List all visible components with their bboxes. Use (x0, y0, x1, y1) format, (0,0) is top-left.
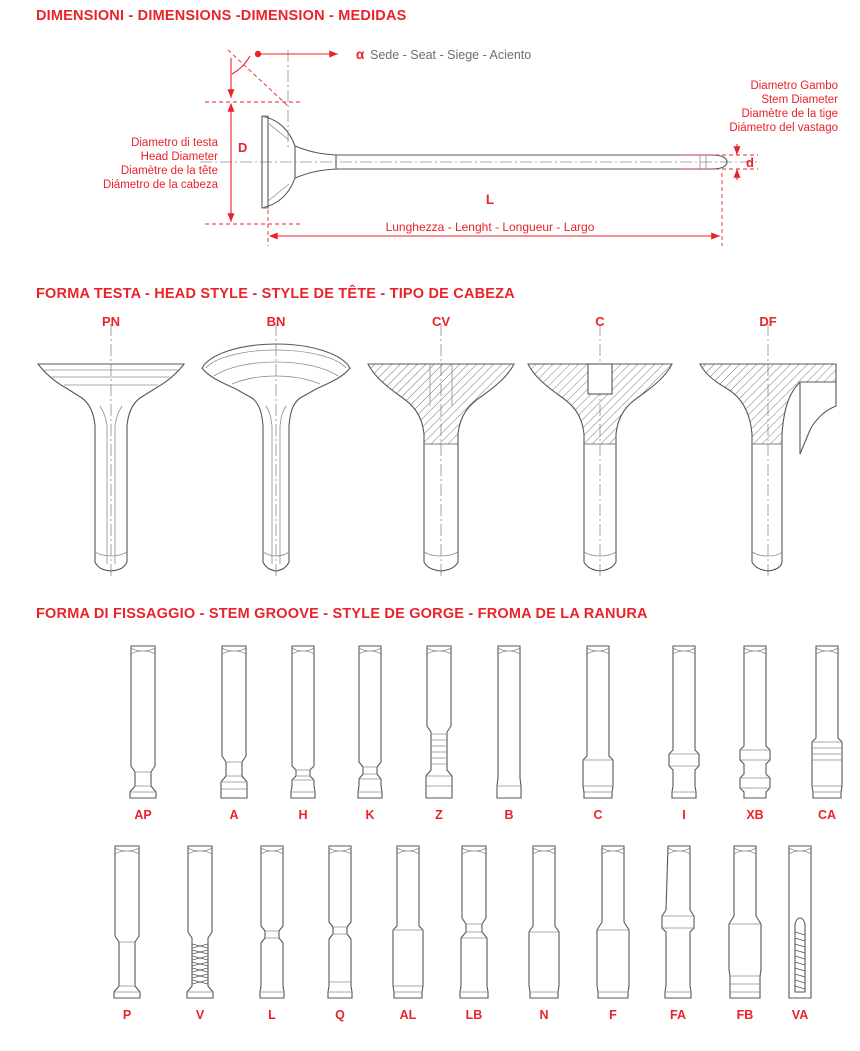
stem-diameter-label-es: Diámetro del vastago (729, 122, 838, 134)
stem-groove-code-c2: C (593, 808, 603, 822)
stem-groove-code-lb: LB (465, 1008, 483, 1022)
stem-groove-code-l: L (268, 1008, 276, 1022)
head-style-df (700, 314, 836, 576)
stem-groove-code-q: Q (335, 1008, 345, 1022)
stem-groove-code-v: V (195, 1008, 205, 1022)
stem-groove-code-al: AL (399, 1008, 417, 1022)
head-style-cv (368, 314, 514, 576)
stem-diameter-label-it: Diametro Gambo (750, 80, 838, 92)
stem-groove-ca (812, 646, 842, 822)
stem-groove-code-f: F (609, 1008, 617, 1022)
section-title-head-style: FORMA TESTA - HEAD STYLE - STYLE DE TÊTE - TIPO DE CABEZA (36, 286, 515, 302)
stem-groove-lb (460, 846, 488, 1022)
head-diameter-label-en: Head Diameter (140, 151, 218, 163)
seat-label: Sede - Seat - Siege - Aciento (370, 48, 532, 62)
stem-groove-code-fa: FA (670, 1008, 686, 1022)
stem-groove-code-n: N (539, 1008, 549, 1022)
stem-diameter-label-en: Stem Diameter (761, 94, 838, 106)
alpha-symbol: α (356, 47, 365, 62)
head-style-bn (202, 314, 350, 576)
stem-groove-code-xb: XB (746, 808, 764, 822)
stem-groove-l (260, 846, 284, 1022)
stem-groove-code-a: A (229, 808, 239, 822)
stem-groove-fa (662, 846, 694, 1022)
stem-groove-drawings (0, 626, 860, 1051)
section-title-stem-groove: FORMA DI FISSAGGIO - STEM GROOVE - STYLE DE GORGE - FROMA DE LA RANURA (36, 606, 648, 622)
length-mark: L (485, 192, 495, 207)
head-style-code-df: DF (759, 314, 777, 329)
stem-groove-b (497, 646, 521, 822)
stem-groove-code-i: I (682, 808, 686, 822)
stem-groove-v (187, 846, 213, 1022)
stem-diameter-label-fr: Diamètre de la tige (741, 108, 838, 120)
stem-groove-va (789, 846, 811, 1022)
head-style-c (528, 314, 672, 576)
head-style-code-c: C (595, 314, 605, 329)
head-diameter-label-it: Diametro di testa (131, 137, 218, 149)
stem-groove-n (529, 846, 559, 1022)
stem-groove-code-fb: FB (736, 1008, 754, 1022)
stem-groove-code-z: Z (435, 808, 443, 822)
stem-groove-xb (740, 646, 770, 822)
stem-groove-code-b: B (504, 808, 514, 822)
head-diameter-mark: D (238, 140, 248, 155)
head-style-code-bn: BN (266, 314, 286, 329)
stem-groove-c2 (583, 646, 613, 822)
stem-groove-h (291, 646, 315, 822)
stem-groove-fb (729, 846, 761, 1022)
head-style-code-cv: CV (431, 314, 451, 329)
section-title-dimensions: DIMENSIONI - DIMENSIONS -DIMENSION - MEDIDAS (36, 8, 407, 24)
stem-groove-code-ca: CA (817, 808, 837, 822)
head-diameter-label-es: Diámetro de la cabeza (102, 179, 218, 191)
stem-groove-code-va: VA (791, 1008, 809, 1022)
head-style-code-pn: PN (101, 314, 121, 329)
stem-groove-p (114, 846, 140, 1022)
stem-groove-k (358, 646, 382, 822)
stem-groove-al (393, 846, 423, 1022)
stem-groove-code-k: K (365, 808, 375, 822)
head-style-drawings (0, 306, 860, 596)
length-label: Lunghezza - Lenght - Longueur - Largo (385, 220, 595, 234)
stem-groove-f (597, 846, 629, 1022)
stem-groove-q (328, 846, 352, 1022)
stem-groove-z (426, 646, 452, 822)
stem-groove-i (669, 646, 699, 822)
dimensions-drawing (0, 28, 860, 278)
stem-groove-ap (130, 646, 156, 822)
stem-diameter-mark: d (746, 155, 754, 170)
stem-groove-code-ap: AP (134, 808, 152, 822)
stem-groove-code-h: H (298, 808, 308, 822)
head-style-pn (38, 314, 184, 576)
head-diameter-label-fr: Diamètre de la tête (120, 165, 218, 177)
stem-groove-code-p: P (122, 1008, 132, 1022)
stem-groove-a (221, 646, 247, 822)
